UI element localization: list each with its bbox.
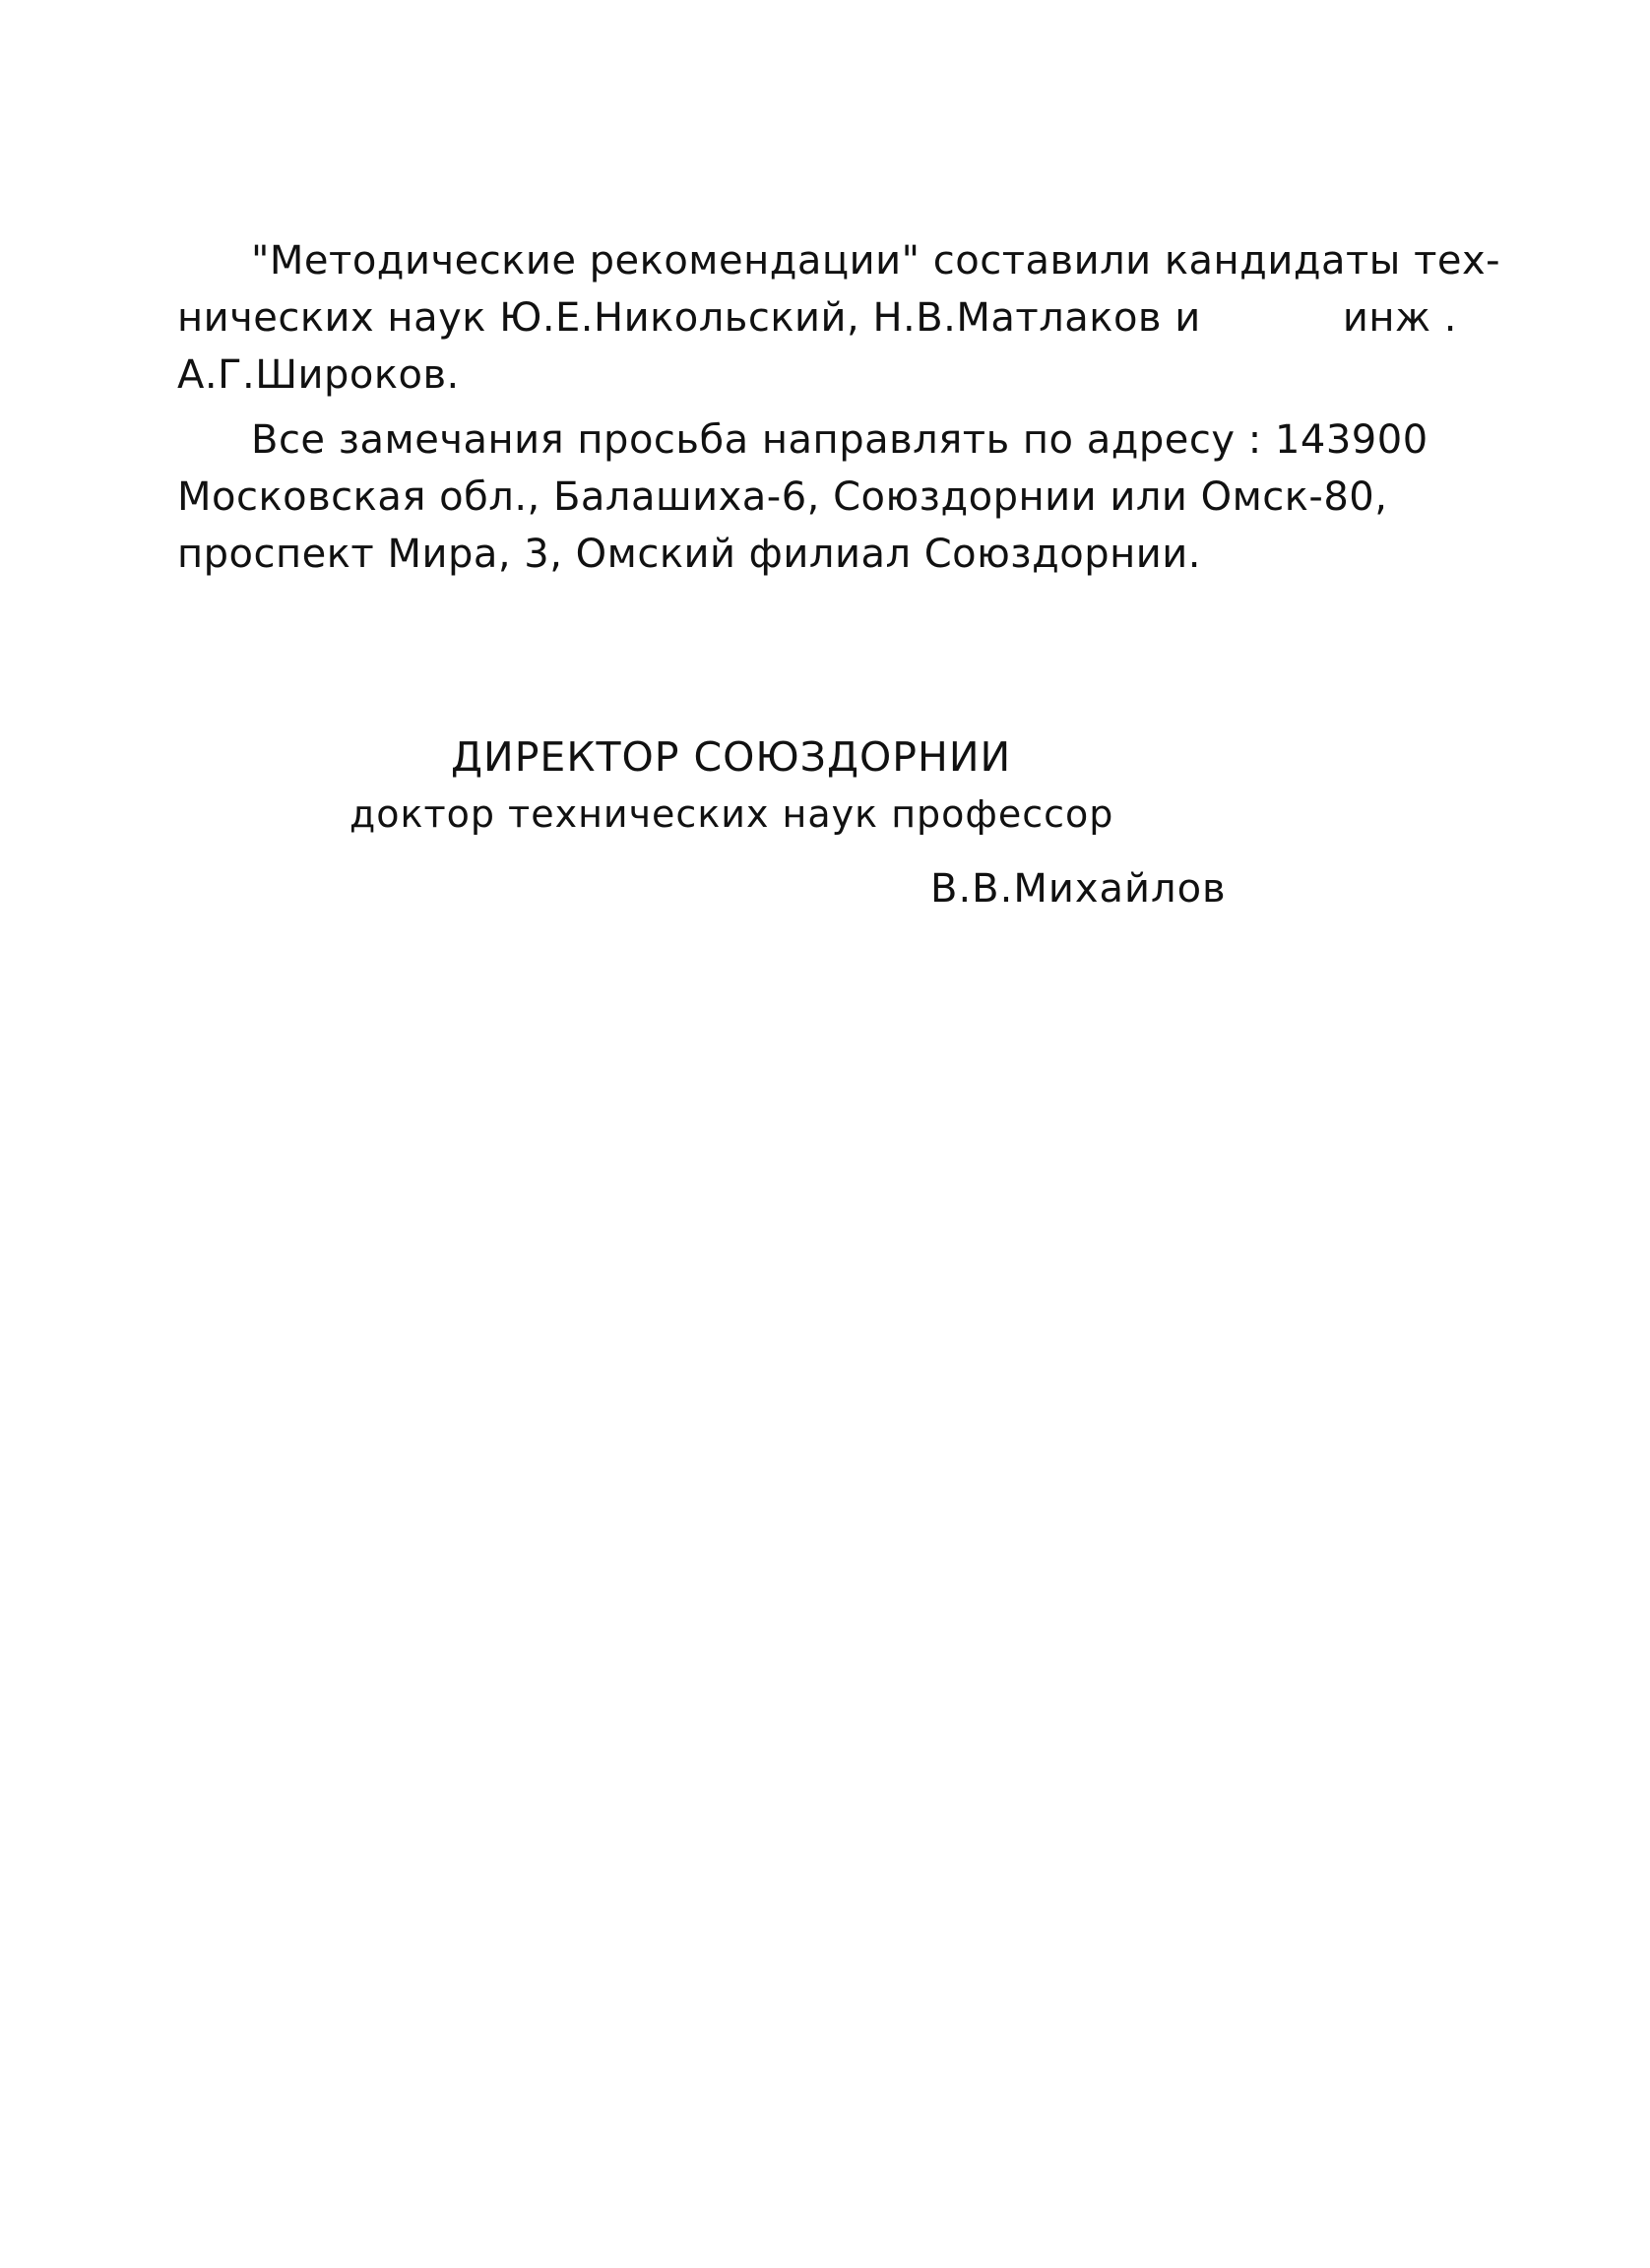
authors-line-2-right: инж . xyxy=(1342,295,1457,341)
director-title: ДИРЕКТОР СОЮЗДОРНИИ xyxy=(451,733,1012,781)
address-line-3: проспект Мира, 3, Омский филиал Союздорнии. xyxy=(177,532,1201,577)
intro-text-block xyxy=(177,232,1501,583)
authors-line-2-left: нических наук Ю.Е.Никольский, Н.В.Матлаков и xyxy=(177,295,1201,341)
director-name: В.В.Михайлов xyxy=(930,866,1227,912)
authors-line-2 xyxy=(177,289,1457,346)
authors-line-1: "Методические рекомендации" составили кандидаты тех- xyxy=(251,238,1501,284)
director-degree: доктор технических наук профессор xyxy=(349,792,1114,836)
address-line-1: Все замечания просьба направлять по адресу : 143900 xyxy=(251,417,1428,463)
address-line-2: Московская обл., Балашиха-6, Союздорнии или Омск-80, xyxy=(177,474,1388,520)
authors-line-3: А.Г.Широков. xyxy=(177,352,460,398)
